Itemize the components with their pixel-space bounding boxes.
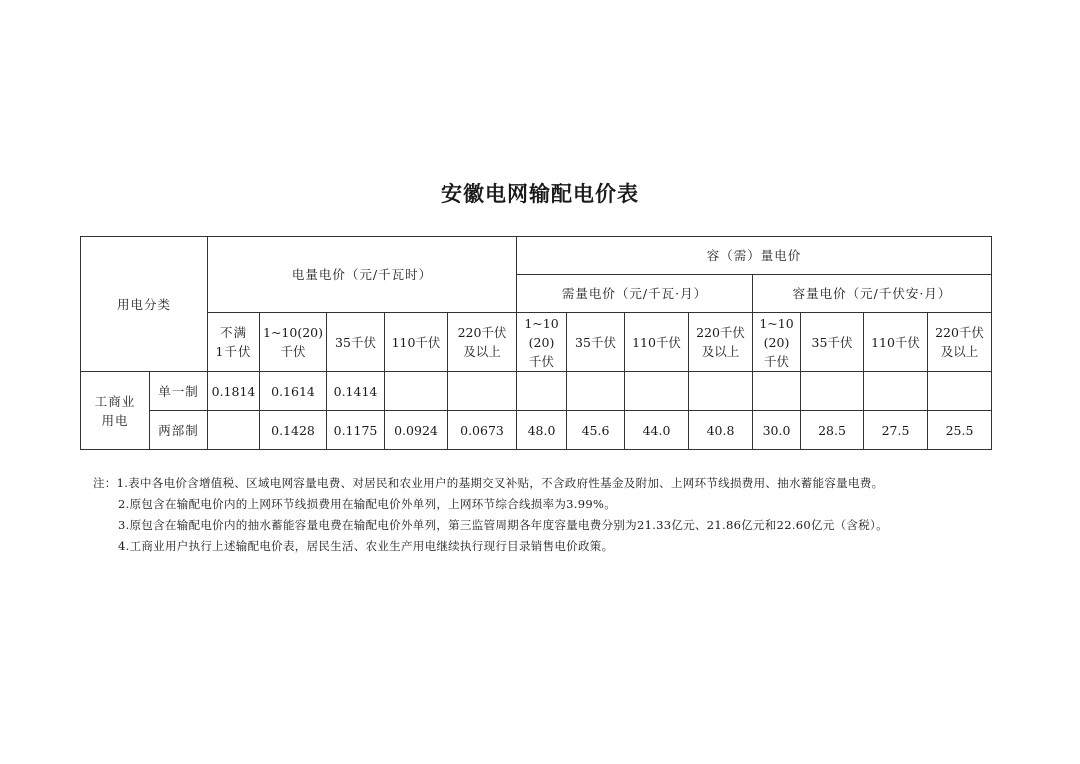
table-cell	[448, 372, 517, 411]
voltage-level-header: 35千伏	[801, 313, 864, 372]
note-item: 2.原包含在输配电价内的上网环节线损费用在输配电价外单列，上网环节综合线损率为3.99%。	[118, 497, 616, 511]
voltage-level-header: 220千伏 及以上	[448, 313, 517, 372]
note-item: 4.工商业用户执行上述输配电价表，居民生活、农业生产用电继续执行现行目录销售电价政策。	[118, 539, 614, 553]
voltage-level-header: 35千伏	[327, 313, 385, 372]
table-cell: 44.0	[625, 411, 689, 450]
voltage-level-header: 110千伏	[385, 313, 448, 372]
voltage-level-header: 不满 1千伏	[208, 313, 260, 372]
table-cell: 25.5	[928, 411, 992, 450]
note-item: 3.原包含在输配电价内的抽水蓄能容量电费在输配电价外单列，第三监管周期各年度容量电费分别为21.33亿元、21.86亿元和22.60亿元（含税）。	[118, 518, 888, 532]
voltage-level-header: 1~10 (20) 千伏	[517, 313, 567, 372]
voltage-level-header: 1~10(20) 千伏	[260, 313, 327, 372]
capacity-sub-header: 容量电价（元/千伏安·月）	[753, 275, 992, 313]
table-cell: 0.1428	[260, 411, 327, 450]
table-cell: 0.1814	[208, 372, 260, 411]
note-item: 注：1.表中各电价含增值税、区域电网容量电费、对居民和农业用户的基期交叉补贴，不含政府性基金及附加、上网环节线损费用、抽水蓄能容量电费。	[93, 476, 884, 490]
group-label: 工商业 用电	[81, 372, 150, 450]
table-cell: 30.0	[753, 411, 801, 450]
table-cell	[567, 372, 625, 411]
table-cell	[625, 372, 689, 411]
table-cell: 0.0924	[385, 411, 448, 450]
capacity-price-header: 容（需）量电价	[517, 237, 992, 275]
table-cell: 0.0673	[448, 411, 517, 450]
voltage-level-header: 220千伏 及以上	[928, 313, 992, 372]
table-cell	[864, 372, 928, 411]
table-cell	[385, 372, 448, 411]
row-label: 单一制	[150, 372, 208, 411]
table-cell: 0.1414	[327, 372, 385, 411]
voltage-level-header: 220千伏 及以上	[689, 313, 753, 372]
table-cell: 28.5	[801, 411, 864, 450]
category-header: 用电分类	[81, 237, 208, 372]
voltage-level-header: 1~10 (20) 千伏	[753, 313, 801, 372]
document-title: 安徽电网输配电价表	[441, 181, 639, 206]
voltage-level-header: 110千伏	[864, 313, 928, 372]
table-cell: 0.1175	[327, 411, 385, 450]
notes-section	[93, 473, 1003, 557]
table-cell	[928, 372, 992, 411]
table-row	[81, 411, 992, 450]
table-row	[81, 372, 992, 411]
energy-price-header: 电量电价（元/千瓦时）	[208, 237, 517, 313]
row-label: 两部制	[150, 411, 208, 450]
table-cell	[689, 372, 753, 411]
table-cell: 0.1614	[260, 372, 327, 411]
table-cell	[753, 372, 801, 411]
table-cell: 40.8	[689, 411, 753, 450]
voltage-level-header: 110千伏	[625, 313, 689, 372]
table-cell: 27.5	[864, 411, 928, 450]
tariff-table	[80, 236, 992, 450]
table-cell	[208, 411, 260, 450]
voltage-level-header: 35千伏	[567, 313, 625, 372]
demand-price-header: 需量电价（元/千瓦·月）	[517, 275, 753, 313]
table-cell	[517, 372, 567, 411]
table-cell	[801, 372, 864, 411]
table-cell: 48.0	[517, 411, 567, 450]
table-cell: 45.6	[567, 411, 625, 450]
